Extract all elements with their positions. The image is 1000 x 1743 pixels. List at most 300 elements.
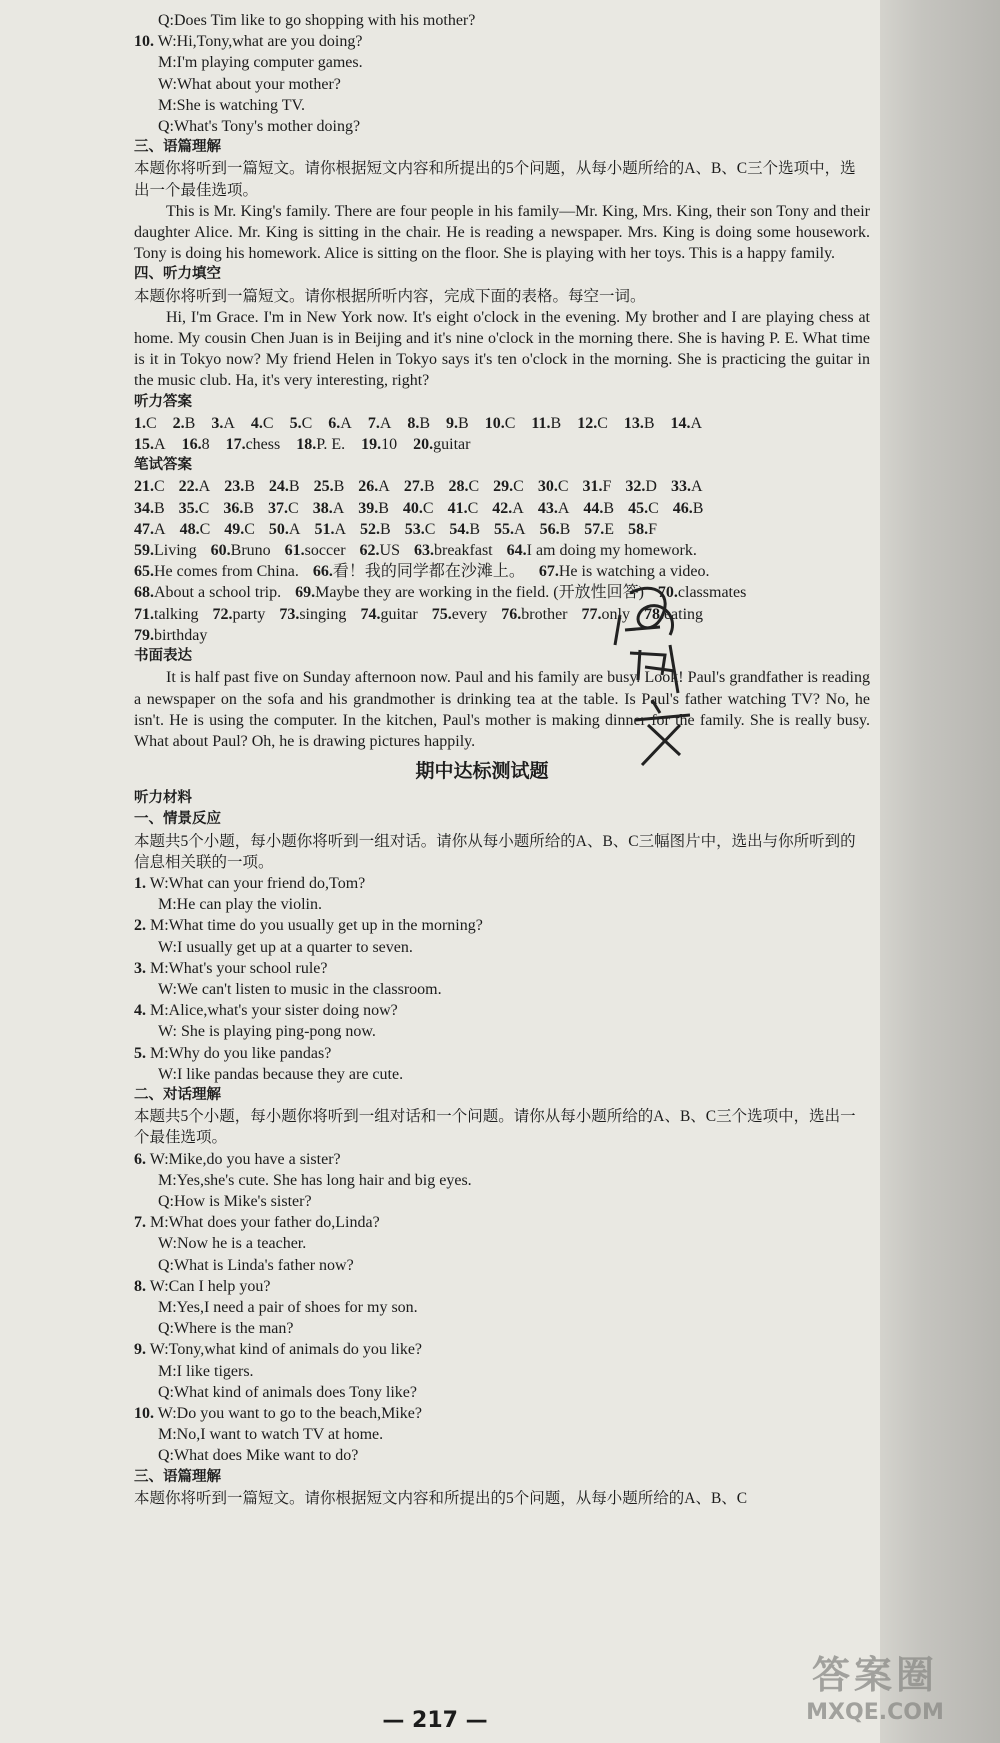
answer-number: 74. [360,605,381,623]
answer-item [507,542,697,559]
answer-row [134,434,870,455]
answer-value: B [603,499,615,517]
answer-value: every [451,605,488,623]
answer-value: B [244,478,255,496]
answer-number: 27. [403,478,424,496]
answer-item [358,478,390,495]
dialog-text: M:What does your father do,Linda? [150,1214,380,1232]
answer-number: 76. [501,605,522,623]
dialog-line: W: She is playing ping-pong now. [158,1023,376,1041]
answer-value: party [232,605,266,623]
answer-number: 18. [296,436,317,454]
answer-value: A [690,414,703,432]
answer-item [134,415,157,432]
answer-number: 4. [250,414,263,432]
answer-value: About a school trip. [154,584,282,602]
answer-value: I am doing my homework. [526,542,697,560]
answer-item [414,542,493,559]
answer-item [628,521,657,538]
answer-number: 71. [134,605,154,623]
answer-value: C [468,478,480,496]
listening-passage: Hi, I'm Grace. I'm in New York now. It's eight o'clock in the evening. My brother and I are playing chess at home. My cousin Chen Juan is in Beijing and it's nine o'clock in the morning there. She is having P. E. What time is it in Tokyo now? My friend Helen in Tokyo says it's ten o'clock in the morning. She is practicing the guitar in the music club. Ha, it's very interesting, right? [134,308,870,390]
answer-item [358,500,389,517]
answer-number: 35. [178,499,199,517]
dialog-line: W:We can't listen to music in the classroom. [158,980,442,998]
answer-item [211,542,271,559]
answer-number: 37. [268,499,289,517]
answer-item [313,563,525,580]
answer-item [212,606,265,623]
answer-number: 42. [492,499,513,517]
answer-number: 54. [449,520,470,538]
answer-number: 73. [279,605,300,623]
answer-number: 14. [670,414,691,432]
watermark-text: 答案圈 [811,1653,938,1697]
answer-number: 72. [212,605,233,623]
dialog-item [134,1000,870,1042]
section-instruction: 本题你将听到一篇短文。请你根据短文内容和所提出的5个问题，从每小题所给的A、B、C [134,1489,748,1507]
answer-item [671,415,703,432]
answer-number: 16. [181,436,202,454]
answer-value: A [690,478,703,496]
answer-item [182,436,210,453]
answer-value: A [340,414,352,432]
answer-item [404,478,435,495]
answer-value: C [597,414,608,432]
written-answers-heading: 笔试答案 [134,457,192,474]
answer-item [584,521,614,538]
dialog-q10 [134,31,870,137]
watermark-url: MXQE.COM [806,1700,944,1725]
answer-value: A [332,499,345,517]
dialog-text: W:Do you want to go to the beach,Mike? [157,1405,422,1422]
answer-item [314,521,346,538]
answer-value: Maybe they are working in the field. (开放性回答) [315,584,644,602]
answer-row [134,604,870,625]
answer-row [134,561,870,582]
answer-item [492,500,524,517]
item-number: 7. [134,1214,146,1232]
answer-value: B [458,414,469,432]
answer-number: 15. [134,436,154,454]
section-instruction: 本题共5个小题，每小题你将听到一组对话和一个问题。请你从每小题所给的A、B、C三个选项中，选出一个最佳选项。 [134,1108,856,1147]
answer-value: only [601,605,630,623]
answer-number: 21. [134,478,154,496]
answer-value: C [262,414,274,432]
answer-value: A [512,499,524,517]
dialog-item [134,915,870,957]
answer-number: 75. [431,605,452,623]
dialog-line: M:I like tigers. [158,1362,254,1380]
answer-row [134,498,870,519]
answer-number: 60. [210,542,231,560]
answer-number: 63. [413,542,434,560]
answer-value: C [557,478,569,496]
answer-item [671,478,703,495]
answer-value: A [288,520,301,538]
dialog-line: Q:How is Mike's sister? [158,1192,312,1210]
answer-item [279,606,346,623]
answer-item [583,478,612,495]
dialog-line [134,1339,870,1360]
answer-number: 45. [628,499,649,517]
answer-value: classmates [677,584,747,602]
answer-item [223,500,254,517]
answer-item [493,478,524,495]
answer-item [407,415,430,432]
item-number: 6. [134,1150,146,1168]
answer-item [134,584,281,601]
listening-answers [134,413,870,455]
answer-number: 40. [402,499,423,517]
answer-value: F [648,520,657,538]
dialog-line: Q:What's Tony's mother doing? [158,118,361,136]
item-number: 2. [134,917,146,935]
answer-item [179,500,210,517]
answer-value: Living [154,542,197,560]
answer-number: 12. [577,414,598,432]
dialog-line: M:No,I want to watch TV at home. [158,1426,384,1444]
answer-item [224,521,255,538]
answer-item [224,478,255,495]
answer-item [360,521,391,538]
answer-item [134,542,197,559]
section-instruction: 本题你将听到一篇短文。请你根据所听内容，完成下面的表格。每空一词。 [134,287,646,305]
answer-value: C [288,499,299,517]
answer-number: 57. [584,520,605,538]
item-number: 3. [134,959,146,977]
answer-number: 46. [672,499,693,517]
answer-number: 31. [582,478,603,496]
answer-number: 66. [312,563,333,581]
answer-number: 33. [670,478,691,496]
answer-value: A [514,520,526,538]
answer-number: 78. [643,605,664,623]
answer-value: C [146,414,157,432]
material-heading: 听力材料 [134,790,192,807]
answer-number: 67. [538,563,559,581]
answer-row [134,540,870,561]
answer-row [134,625,870,646]
answer-item [446,415,469,432]
answer-value: A [334,520,347,538]
dialog-text: M:What's your school rule? [150,959,328,977]
answer-number: 26. [358,478,379,496]
answer-item [134,500,165,517]
answer-value: C [199,520,211,538]
answer-item [134,627,207,644]
answer-number: 11. [531,414,551,432]
answer-row [134,413,870,434]
answer-number: 53. [404,520,425,538]
answer-item [448,500,479,517]
answer-value: guitar [380,605,418,623]
answer-item [313,500,345,517]
dialog-item [134,1339,870,1403]
dialog-line [134,1043,870,1064]
answer-item [413,436,470,453]
answer-item [173,415,196,432]
answer-number: 25. [313,478,334,496]
answer-value: C [424,520,436,538]
answer-number: 70. [657,584,678,602]
dialog-line [134,1212,870,1233]
dialog-line: W:I like pandas because they are cute. [158,1065,404,1083]
answer-item [538,500,570,517]
answer-value: eating [663,605,704,623]
answer-value: B [243,499,255,517]
answer-number: 23. [224,478,245,496]
writing-sample: It is half past five on Sunday afternoon now. Paul and his family are busy. Look! Paul's grandfather is reading a newspaper on the sofa and his grandmother is drinking tea at the table. Is Paul's father watching TV? No, he isn't. He is using the computer. In the kitchen, Paul's mother is making dinner for the family. She is really busy. What about Paul? Oh, he is drawing pictures happily. [134,669,870,750]
dialog-line: M:He can play the violin. [158,896,322,914]
answer-number: 6. [328,414,341,432]
answer-value: birthday [154,626,208,644]
answer-number: 47. [134,520,154,538]
page-shadow-edge [880,0,1000,1743]
answer-row [134,476,870,497]
dialog-item [134,958,870,1000]
answer-value: C [422,499,434,517]
answer-number: 50. [268,520,289,538]
reading-passage: This is Mr. King's family. There are four people in his family—Mr. King, Mrs. King, their son Tony and their daughter Alice. Mr. King is sitting in the chair. He is reading a newspaper. Mrs. King is doing some housework. Tony is doing his homework. Alice is sitting on the floor. She is playing with her toys. This is a happy family. [134,202,870,263]
answer-value: A [557,499,570,517]
answer-value: 看！我的同学都在沙滩上。 [332,563,525,581]
answer-row [134,519,870,540]
section-heading: 三、语篇理解 [134,1468,221,1485]
answer-item [269,478,300,495]
answer-number: 28. [448,478,469,496]
answer-number: 17. [225,436,246,454]
answer-value: C [301,414,313,432]
answer-number: 62. [359,542,380,560]
answer-value: B [423,478,435,496]
answer-value: C [513,478,524,496]
answer-item [269,521,301,538]
answer-value: talking [154,605,199,623]
answer-number: 64. [506,542,527,560]
section-heading: 三、语篇理解 [134,139,221,156]
answer-item [624,415,655,432]
answer-number: 79. [134,626,154,644]
answer-item [485,415,516,432]
answer-number: 29. [493,478,514,496]
answer-value: A [154,436,166,454]
answer-item [449,521,480,538]
answer-number: 44. [583,499,604,517]
dialog-line [134,915,870,936]
dialog-text: W:Can I help you? [149,1277,271,1295]
answer-value: Bruno [230,542,271,560]
answer-number: 7. [367,414,380,432]
dialog-list [134,873,870,1085]
dialog-line: M:Yes,I need a pair of shoes for my son. [158,1298,418,1316]
answer-value: C [467,499,479,517]
item-number: 10. [134,1405,154,1422]
dialog-line: Q:What kind of animals does Tony like? [158,1383,417,1401]
answer-number: 68. [134,584,154,602]
page-number: — 217 — [382,1708,488,1733]
answer-item [448,478,479,495]
answer-value: A [379,414,392,432]
dialog-text: M:Why do you like pandas? [150,1044,332,1062]
watermark-logo [770,1650,980,1735]
answer-item [290,415,313,432]
answer-item [296,436,345,453]
dialog-item [134,1212,870,1276]
answer-value: B [380,520,391,538]
dialog-line [134,1276,870,1297]
section-heading: 一、情景反应 [134,811,221,828]
answer-value: C [648,499,659,517]
item-number: 9. [134,1341,146,1359]
answer-item [268,500,299,517]
answer-value: F [602,478,612,496]
section-heading: 二、对话理解 [134,1086,221,1103]
answer-number: 9. [446,414,459,432]
answer-item [625,478,657,495]
dialog-text: W:What can your friend do,Tom? [149,874,366,892]
answer-number: 24. [268,478,289,496]
item-number: 1. [134,874,146,892]
answer-item [368,415,392,432]
dialog-item [134,1043,870,1085]
answer-number: 56. [539,520,560,538]
answer-value: B [559,520,571,538]
dialog-line [134,1000,870,1021]
answer-number: 20. [413,436,434,454]
answer-number: 51. [314,520,335,538]
answer-number: 3. [211,414,224,432]
dialog-line: W:Hi,Tony,what are you doing? [157,33,363,51]
answer-item [134,606,198,623]
section-heading: 四、听力填空 [134,266,221,283]
answer-value: guitar [433,436,471,454]
listening-answers-heading: 听力答案 [134,393,192,410]
answer-number: 38. [312,499,333,517]
dialog-text: W:Mike,do you have a sister? [149,1150,341,1168]
answer-number: 69. [295,584,316,602]
answer-row [134,582,870,603]
answer-value: E [604,520,615,538]
answer-number: 13. [623,414,644,432]
dialog-line: Q:Does Tim like to go shopping with his mother? [158,12,476,29]
answer-item [540,521,571,538]
answer-number: 30. [537,478,558,496]
answer-item [583,500,614,517]
answer-item [673,500,704,517]
answer-value: P. E. [316,436,346,454]
dialog-line: W:What about your mother? [158,75,341,93]
dialog-line [134,873,870,894]
answer-number: 52. [360,520,381,538]
answer-value: B [643,414,655,432]
answer-item [403,500,434,517]
answer-value: C [504,414,516,432]
answer-value: He is watching a video. [558,563,710,581]
answer-value: B [288,478,300,496]
answer-number: 48. [179,520,200,538]
answer-number: 10. [484,414,505,432]
answer-item [295,584,644,601]
answer-item [226,436,281,453]
answer-item [501,606,567,623]
answer-value: B [419,414,431,432]
answer-item [134,521,166,538]
dialog-line: M:She is watching TV. [158,96,305,114]
item-number: 5. [134,1044,146,1062]
answer-number: 32. [625,478,646,496]
answer-number: 5. [289,414,302,432]
answer-value: B [333,478,345,496]
answer-item [361,436,397,453]
dialog-item [134,1403,870,1467]
dialog-line: M:I'm playing computer games. [158,54,363,72]
answer-value: He comes from China. [154,563,299,581]
answer-value: C [154,478,165,496]
item-number: 4. [134,1002,146,1020]
section-instruction: 本题你将听到一篇短文。请你根据短文内容和所提出的5个问题，从每小题所给的A、B、C三个选项中，选出一个最佳选项。 [134,160,856,199]
answer-item [211,415,235,432]
dialog-line: W:I usually get up at a quarter to seven. [158,938,413,956]
answer-number: 65. [134,563,154,581]
answer-item [577,415,608,432]
answer-number: 61. [284,542,305,560]
answer-number: 77. [581,605,602,623]
handwritten-annotation [600,575,710,785]
dialog-line: W:Now he is a teacher. [158,1235,307,1253]
answer-item [285,542,346,559]
dialog-line [134,1149,870,1170]
dialog-text: M:What time do you usually get up in the morning? [150,917,483,935]
answer-value: 10 [381,436,398,454]
answer-item [360,542,400,559]
answer-value: A [223,414,235,432]
answer-value: C [198,499,210,517]
answer-value: D [645,478,657,496]
answer-item [134,478,165,495]
answer-value: C [244,520,255,538]
section-instruction: 本题共5个小题，每小题你将听到一组对话。请你从每小题所给的A、B、C三幅图片中，选出与你所听到的信息相关联的一项。 [134,832,856,871]
answer-number: 39. [358,499,379,517]
answer-number: 1. [134,414,146,432]
answer-item [432,606,488,623]
answer-number: 34. [134,499,154,517]
answer-value: chess [245,436,281,454]
answer-item [494,521,526,538]
dialog-text: M:Alice,what's your sister doing now? [150,1002,398,1020]
answer-number: 58. [628,520,649,538]
answer-item [328,415,352,432]
answer-number: 8. [407,414,420,432]
answer-value: US [379,542,400,560]
answer-value: brother [521,605,568,623]
dialog-line: M:Yes,she's cute. She has long hair and big eyes. [158,1171,472,1189]
answer-number: 55. [494,520,515,538]
answer-item [180,521,211,538]
answer-value: B [184,414,196,432]
dialog-line: Q:What does Mike want to do? [158,1447,359,1465]
answer-value: B [378,499,389,517]
answer-value: soccer [304,542,346,560]
answer-item [314,478,345,495]
dialog-item [134,1149,870,1213]
answer-item [360,606,417,623]
answer-value: A [154,520,166,538]
answer-value: 8 [201,436,210,454]
answer-item [251,415,274,432]
dialog-list [134,1149,870,1467]
answer-item [628,500,659,517]
